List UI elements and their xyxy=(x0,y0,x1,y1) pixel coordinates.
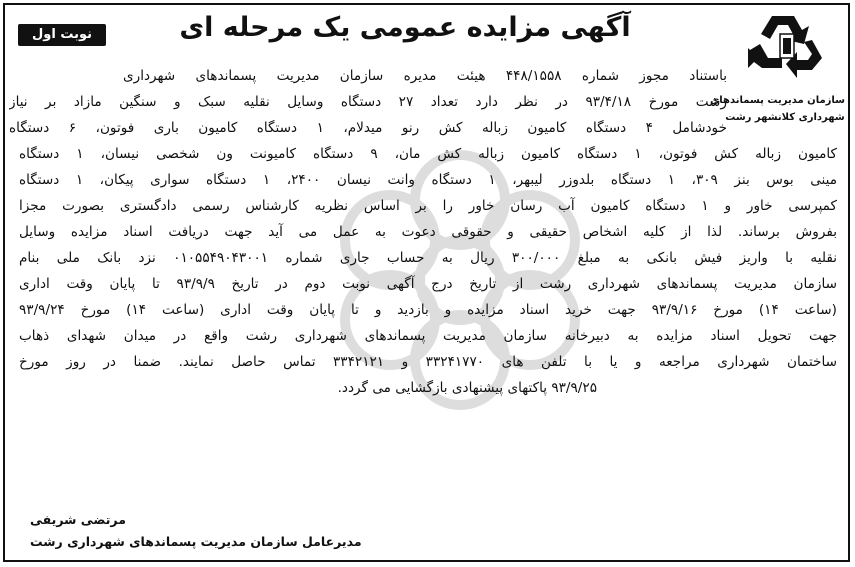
body-line: نقلیه با واریز فیش بانکی به مبلغ ۳۰۰/۰۰۰ ریال به حساب جاری شماره ۰۱۰۵۵۴۹۰۴۳۰۰۱ نزد بانک ملی بنام xyxy=(19,250,837,266)
signatory-title: مدیرعامل سازمان مدیریت پسماندهای شهرداری رشت xyxy=(30,534,362,549)
body-line: (ساعت ۱۴) مورخ ۹۳/۹/۱۶ جهت خرید اسناد مزایده و بازدید و تا پایان وقت اداری (ساعت ۱۴) مورخ ۹۳/۹/۲۴ xyxy=(19,302,837,318)
org-line-2: شهرداری کلانشهر رشت xyxy=(725,112,845,123)
body-line-last: ۹۳/۹/۲۵ پاکتهای پیشنهادی بازگشایی می گردد. xyxy=(337,380,597,396)
recycle-logo-icon xyxy=(742,10,830,80)
body-line: بفروش برساند. لذا از کلیه اشخاص حقیقی و حقوقی دعوت به عمل می آید جهت دریافت اسناد مزایده وسایل xyxy=(19,224,837,240)
turn-badge: نوبت اول xyxy=(18,24,106,46)
body-line: رشت مورخ ۹۳/۴/۱۸ در نظر دارد تعداد ۲۷ دستگاه وسایل نقلیه سبک و سنگین مازاد بر نیاز xyxy=(9,94,727,110)
body-line: خودشامل ۴ دستگاه کامیون زباله کش رنو میدلام، ۱ دستگاه کامیون باری فوتون، ۶ دستگاه xyxy=(9,120,727,136)
body-line: ساختمان شهرداری مراجعه و یا با تلفن های ۳۳۲۴۱۷۷۰ و ۳۳۴۲۱۲۱ تماس حاصل نمایند. ضمنا در روز مورخ xyxy=(19,354,837,370)
body-line: سازمان مدیریت پسماندهای شهرداری رشت از تاریخ درج آگهی نوبت دوم در تاریخ ۹۳/۹/۹ تا پایان وقت اداری xyxy=(19,276,837,292)
org-line-1: سازمان مدیریت پسماندهای xyxy=(710,95,845,106)
signatory-name: مرتضی شریفی xyxy=(30,512,126,527)
body-line: باستناد مجوز شماره ۴۴۸/۱۵۵۸ هیئت مدیره سازمان مدیریت پسماندهای شهرداری xyxy=(123,68,727,84)
notice-title: آگهی مزایده عمومی یک مرحله ای xyxy=(179,12,631,43)
body-line: مینی بوس بنز ۳۰۹، ۱ دستگاه بلدوزر لیبهر، ۱ دستگاه وانت نیسان ۲۴۰۰، ۱ دستگاه سواری پیکان، ۱ دستگاه xyxy=(19,172,837,188)
organization-name xyxy=(710,92,845,126)
body-line: کمپرسی خاور و ۱ دستگاه کامیون آب رسان خاور را بر اساس نظریه کارشناس رسمی دادگستری بصورت مجزا xyxy=(19,198,837,214)
body-line: کامیون زباله کش فوتون، ۱ دستگاه کامیون زباله کش مان، ۹ دستگاه کامیونت ون شخصی نیسان، ۱ دستگاه xyxy=(19,146,837,162)
body-line: جهت تحویل اسناد مزایده به دبیرخانه سازمان مدیریت پسماندهای شهرداری رشت واقع در میدان شهدای ذهاب xyxy=(19,328,837,344)
